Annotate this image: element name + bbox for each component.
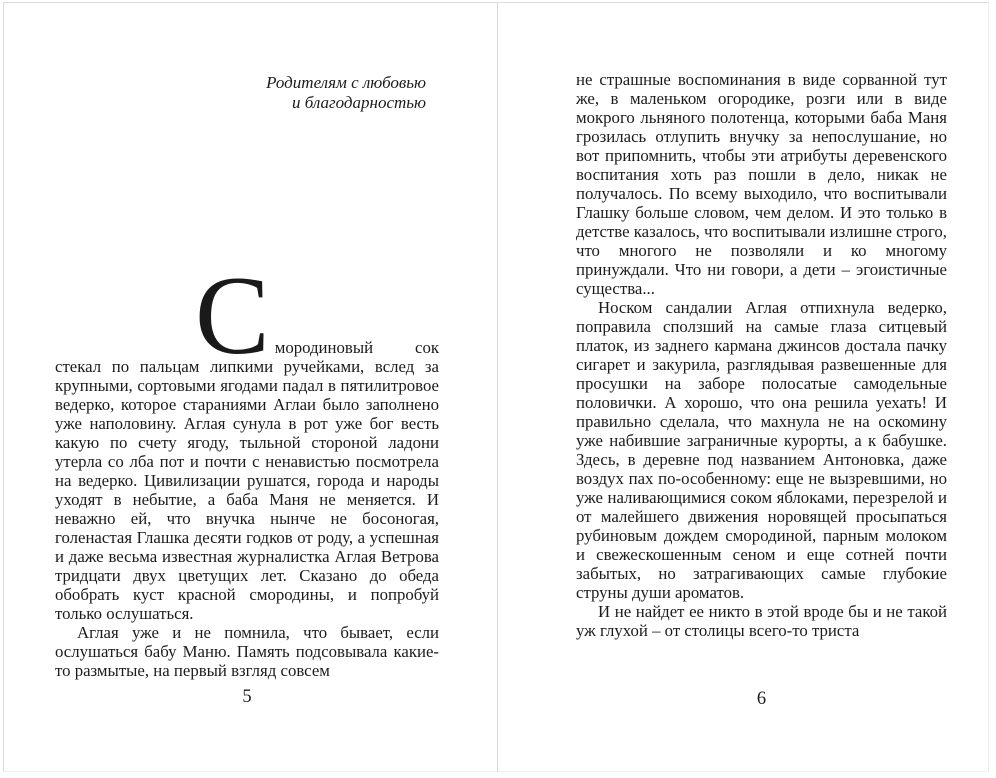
epigraph — [55, 73, 439, 112]
right-page-text-column — [576, 70, 947, 640]
paragraph: И не найдет ее никто в этой вроде бы и не такой уж глухой – от столицы всего-то триста — [576, 602, 947, 640]
left-page-text-column — [55, 73, 439, 680]
epigraph-line: Родителям с любовью — [266, 73, 426, 92]
paragraph: Носком сандалии Аглая отпихнула ведерко, поправила сползший на самые глаза ситцевый платок, из заднего кармана джинсов достала пачку сигарет и закурила, разглядывая развешенные для просушки на заборе полосатые самодельные половички. А хорошо, что она решила уехать! И правильно сделала, что махнула не на оскомину уже набившие заграничные курорты, а к бабушке. Здесь, в деревне под названием Антоновка, даже воздух пах по-особенному: еще не вызревшими, но уже наливающимися соком яблоками, перезрелой и от малейшего движения норовящей просыпаться рубиновым дождем смородиной, парным молоком и свежескошенным сеном и еще сотней почти забытых, но затрагивающих самые глубокие струны души ароматов. — [576, 298, 947, 602]
paragraph-text: мородиновый сок стекал по пальцам липкими ручейками, вслед за крупными, сортовыми ягодами падал в пятилитровое ведерко, которое стараниями Аглаи было заполнено уже наполовину. Аглая сунула в рот уже бог весть какую по счету ягоду, тыльной стороной ладони утерла со лба пот и почти с ненавистью посмотрела на ведерко. Цивилизации рушатся, города и народы уходят в небытие, а баба Маня не меняется. И неважно ей, что внучка нынче не босоногая, голенастая Глашка десяти годков от роду, а успешная и даже весьма известная журналистка Аглая Ветрова тридцати двух цветущих лет. Сказано до обеда обобрать куст красной смородины, и попробуй только ослушаться. — [55, 338, 439, 623]
continuation-paragraph: не страшные воспоминания в виде сорванной тут же, в маленьком огородике, розги или в виде мокрого льняного полотенца, которыми баба Маня грозилась отлупить внучку за непослушание, но вот припомнить, чтобы эти атрибуты деревенского воспитания хоть раз пошли в дело, никак не получалось. По всему выходило, что воспитывали Глашку больше словом, чем делом. И это только в детстве казалось, что воспитывали излишне строго, что многого не позволяли и ко многому принуждали. Что ни говори, а дети – эгоистичные существа... — [576, 70, 947, 298]
paragraph: Аглая уже и не помнила, что бывает, если ослушаться бабу Маню. Память подсовывала какие-то размытые, на первый взгляд совсем — [55, 623, 439, 680]
page-number-right: 6 — [756, 689, 767, 709]
epigraph-line: и благодарностью — [292, 92, 426, 112]
page-number-left: 5 — [242, 687, 252, 707]
chapter-opening-paragraph — [55, 254, 439, 623]
drop-cap-letter: С — [195, 254, 270, 378]
